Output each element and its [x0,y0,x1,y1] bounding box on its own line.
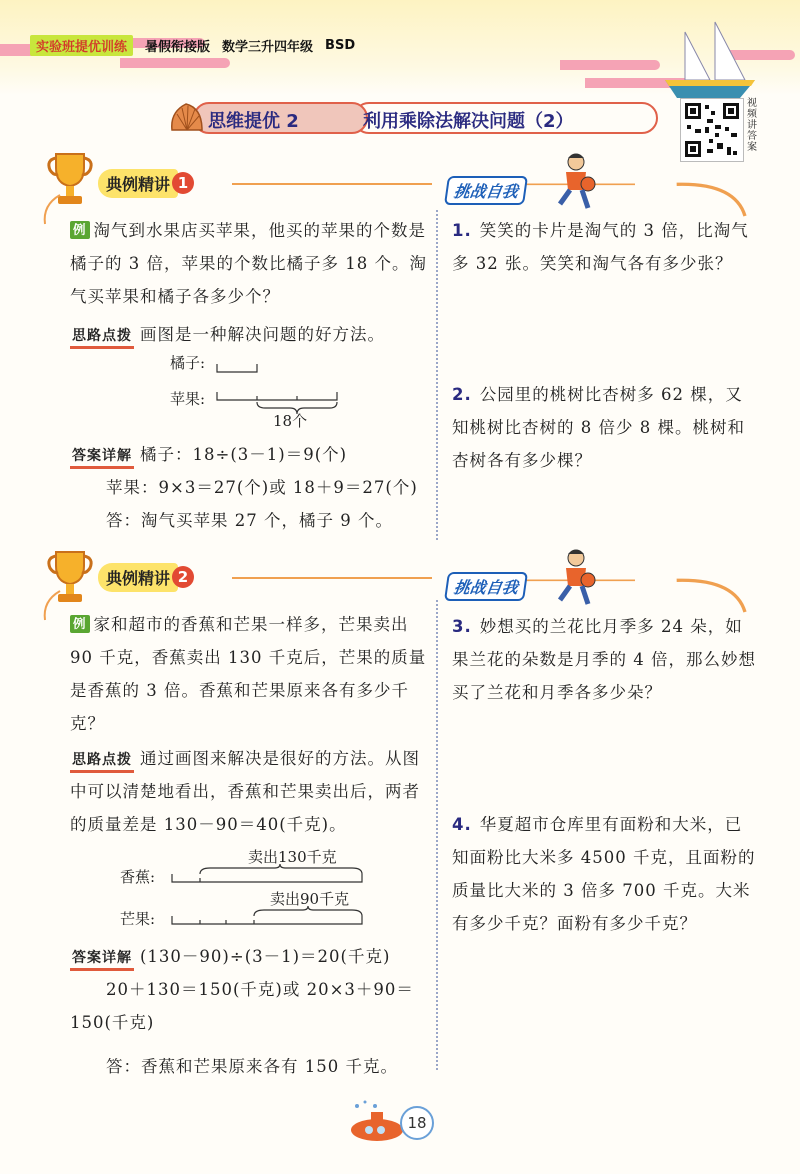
challenge-question-2 [452,378,758,477]
example2-label: 典例精讲 [98,563,178,592]
example-tag: 例 [70,221,90,239]
difference-label: 18个 [273,412,308,430]
example1-hint-text: 画图是一种解决问题的好方法。 [140,325,385,344]
example2-problem [70,608,432,740]
section-title-banner [168,98,658,138]
example2-hint [70,742,432,841]
column-divider [436,600,438,1070]
example1-hint [70,318,432,351]
shell-icon [168,100,206,136]
example1-answer [70,438,432,537]
brand-label: 实验班提优训练 [30,35,133,56]
apple-label: 苹果: [170,390,206,408]
challenge-question-1 [452,214,758,280]
banana-label: 香蕉: [120,868,156,886]
publisher-label: BSD [325,37,356,53]
page-footer [345,1098,455,1148]
qr-caption: 视频讲答案 [747,98,757,153]
challenge1-label: 挑战自我 [444,176,528,205]
header-rule [232,577,432,579]
example1-number: 1 [172,172,194,194]
answer-line: (130－90)÷(3－1)＝20(千克) [140,947,391,966]
answer-label: 答案详解 [70,446,134,469]
hint-label: 思路点拨 [70,326,134,349]
answer-line: 答：香蕉和芒果原来各有 150 千克。 [106,1057,398,1076]
segment-bars [120,842,420,934]
question-number: 1. [452,221,472,240]
example1-header [98,168,194,198]
challenge2-label: 挑战自我 [444,572,528,601]
hint-label: 思路点拨 [70,750,134,773]
example-tag: 例 [70,615,90,633]
example2-hint-text: 通过画图来解决是很好的方法。从图中可以清楚地看出，香蕉和芒果卖出后，两者的质量差是 130－90＝40(千克)。 [70,749,420,834]
question-text: 妙想买的兰花比月季多 24 朵，如果兰花的朵数是月季的 4 倍，那么妙想买了兰花和月季各多少朵？ [452,617,756,702]
column-divider [436,210,438,540]
boy-runner-icon [548,546,598,610]
question-number: 3. [452,617,472,636]
question-text: 公园里的桃树比杏树多 62 棵，又知桃树比杏树的 8 倍少 8 棵。桃树和杏树各有多少棵？ [452,385,745,470]
example2-header [98,562,194,592]
answer-line: 答：淘气买苹果 27 个，橘子 9 个。 [106,511,393,530]
example2-diagram [120,842,420,934]
orange-label: 橘子: [170,354,206,372]
challenge-question-3 [452,610,758,709]
edition-label: 暑假衔接版 [145,39,211,55]
subject-label: 数学三升四年级 [222,39,314,55]
header-rule [232,183,432,185]
question-number: 4. [452,815,472,834]
challenge-question-4 [452,808,758,940]
qr-code[interactable] [680,98,744,162]
series-header [30,34,355,56]
example1-problem-text: 淘气到水果店买苹果，他买的苹果的个数是橘子的 3 倍，苹果的个数比橘子多 18 个。淘气买苹果和橘子各多少个？ [70,221,427,306]
example1-problem [70,214,432,313]
answer-line: 橘子：18÷(3－1)＝9(个) [140,445,348,464]
answer-line: 20＋130＝150(千克)或 20×3＋90＝150(千克) [70,980,414,1032]
section-title-number: 思维提优 2 [208,111,299,132]
boy-runner-icon [548,150,598,214]
question-text: 华夏超市仓库里有面粉和大米，已知面粉比大米多 4500 千克，且面粉的质量比大米的 3 倍多 700 千克。大米有多少千克？面粉有多少千克？ [452,815,756,933]
answer-line: 苹果：9×3＝27(个)或 18＋9＝27(个) [106,478,418,497]
section-title-text: 利用乘除法解决问题（2） [363,111,574,132]
example2-number: 2 [172,566,194,588]
mango-label: 芒果: [120,910,156,928]
example2-answer [70,940,432,1095]
banana-sold-label: 卖出130千克 [248,848,337,866]
header-arc [40,576,70,636]
page-number: 18 [400,1106,434,1140]
header-arc [40,180,70,240]
question-text: 笑笑的卡片是淘气的 3 倍，比淘气多 32 张。笑笑和淘气各有多少张？ [452,221,749,273]
boat-illustration [545,20,795,100]
question-number: 2. [452,385,472,404]
example1-diagram [170,352,420,432]
example2-problem-text: 家和超市的香蕉和芒果一样多，芒果卖出 90 千克，香蕉卖出 130 千克后，芒果的质量是香蕉的 3 倍。香蕉和芒果原来各有多少千克？ [70,615,427,733]
example1-label: 典例精讲 [98,169,178,198]
mango-sold-label: 卖出90千克 [270,890,350,908]
answer-label: 答案详解 [70,948,134,971]
